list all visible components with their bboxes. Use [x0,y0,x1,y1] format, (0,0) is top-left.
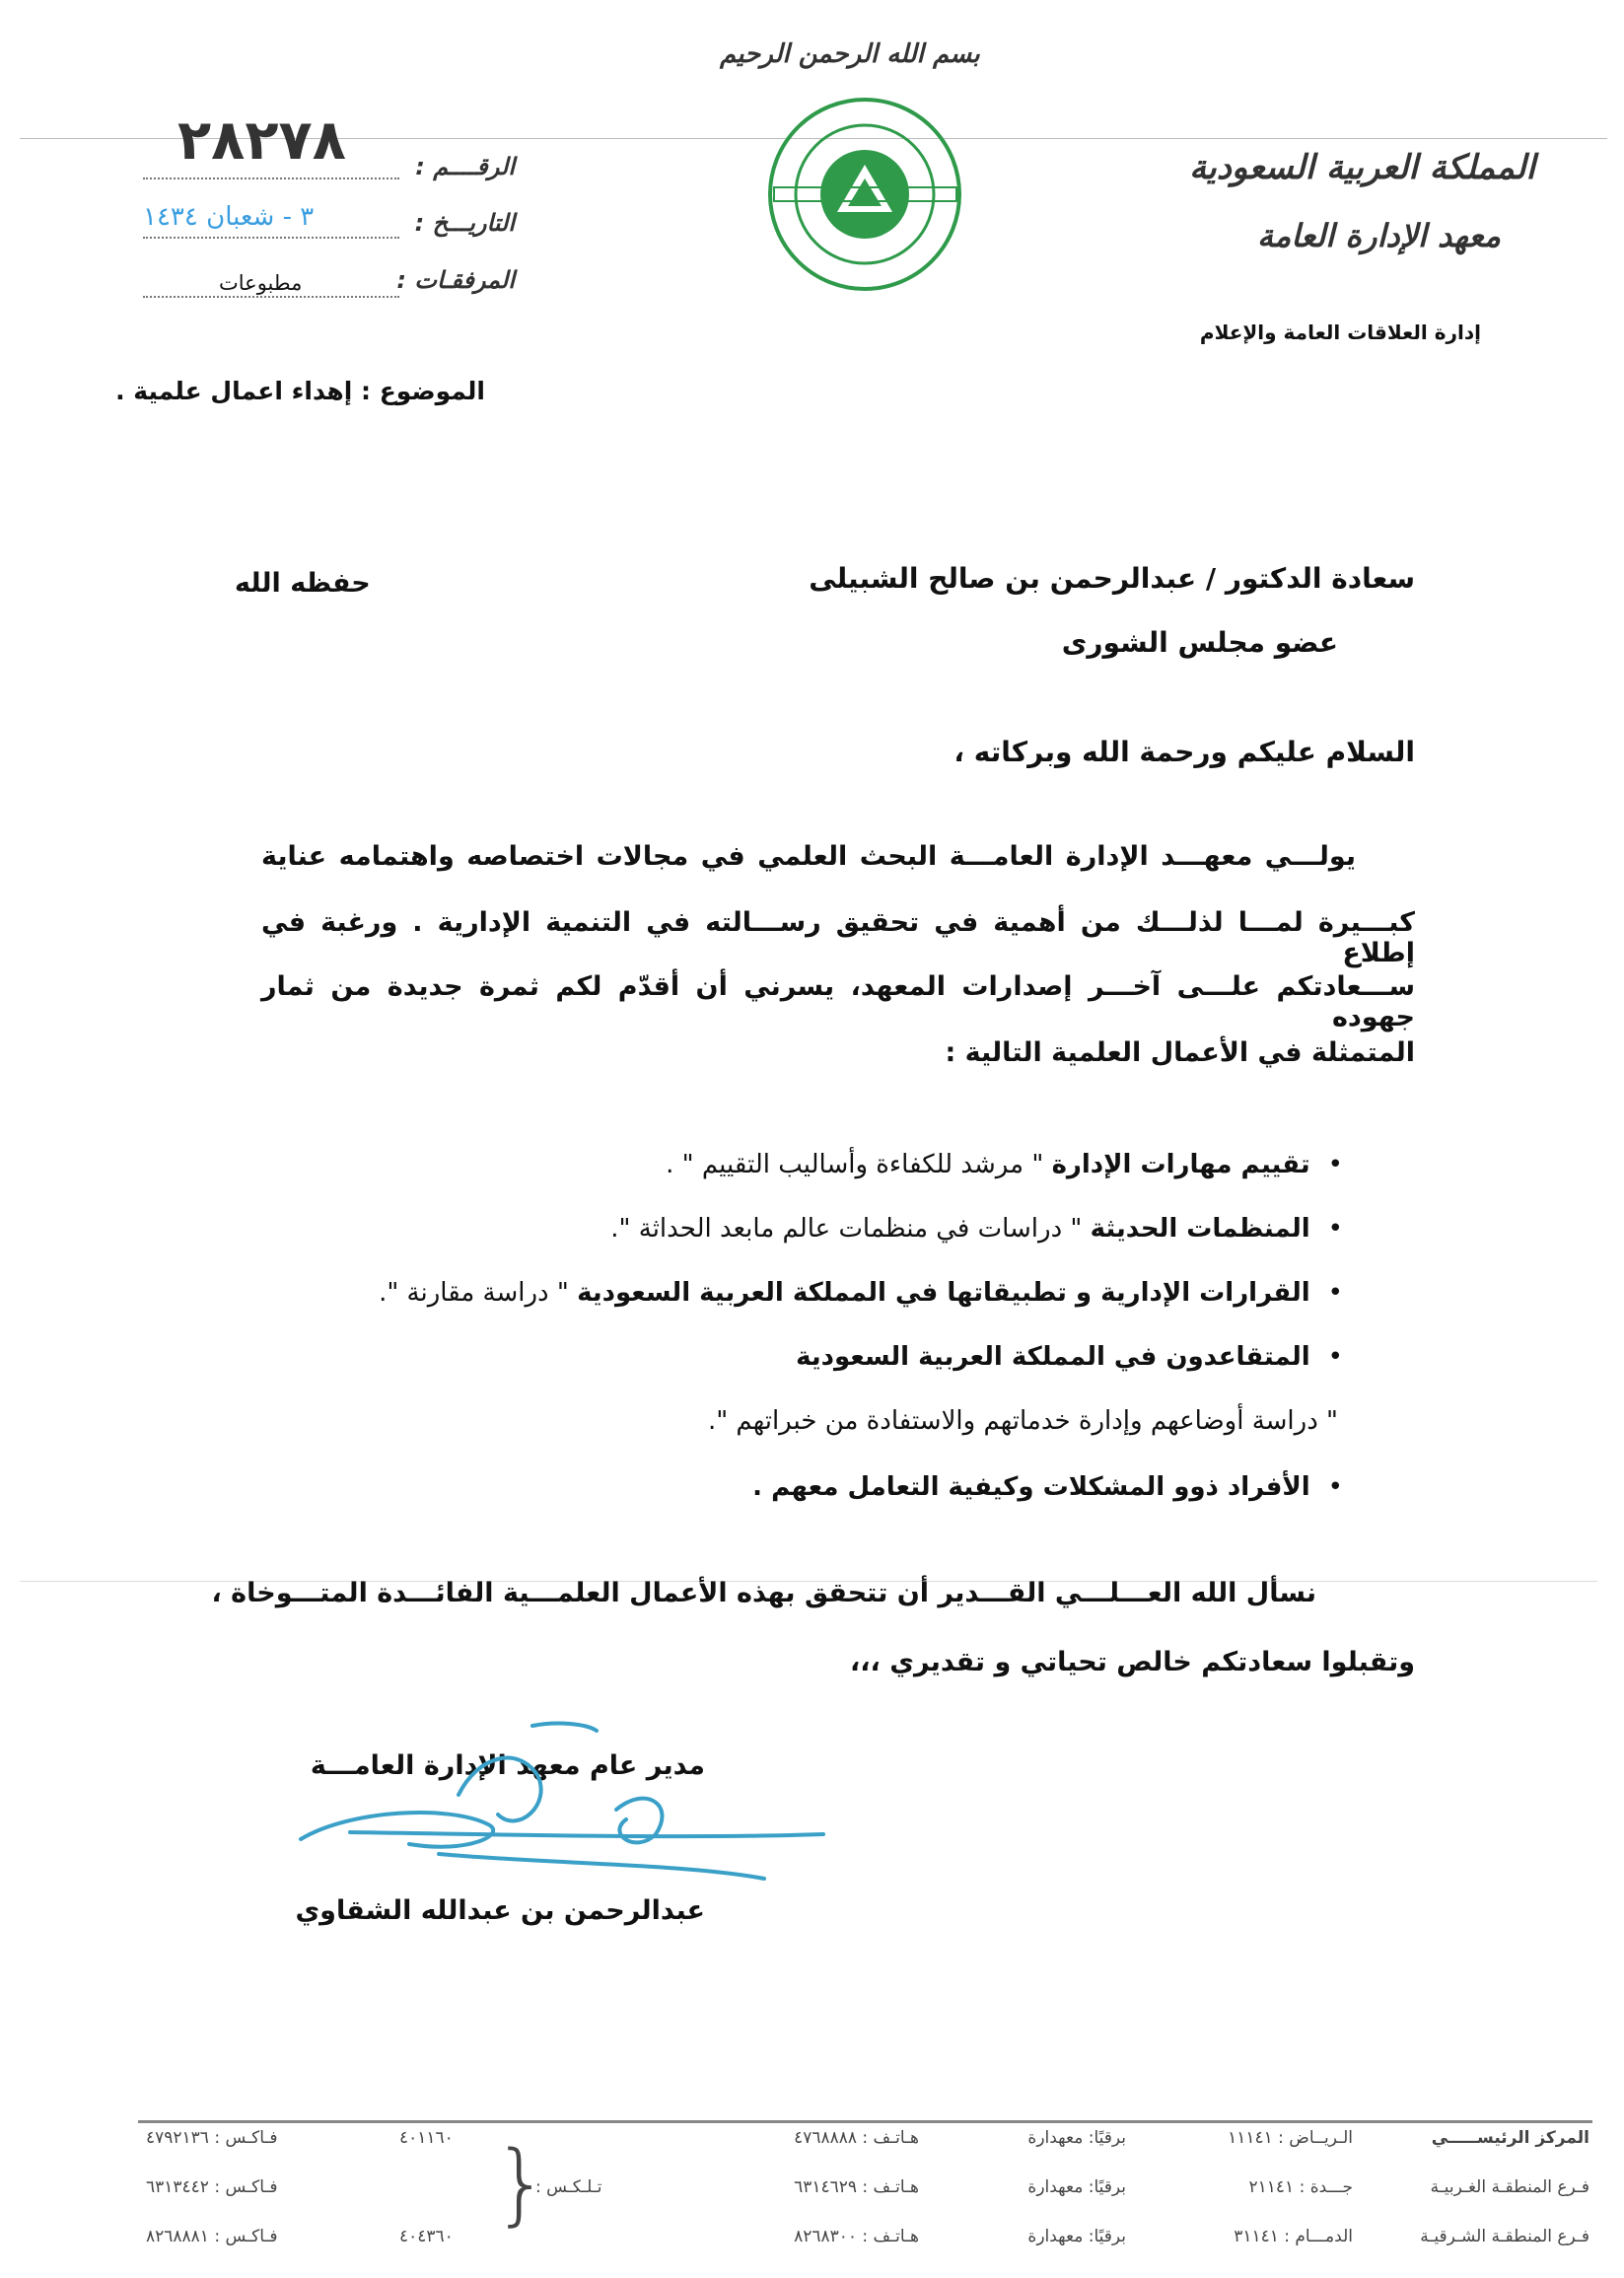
footer-cable: برقيًا: معهدارة [1027,2177,1126,2197]
paragraph-line: المتمثلة في الأعمال العلمية التالية : [945,1037,1415,1068]
work-title: المتقاعدون في المملكة العربية السعودية [796,1342,1310,1372]
footer-branch: المركز الرئيســـــي [1431,2128,1589,2148]
date-dotted-line [143,237,399,239]
work-item [666,1150,1343,1179]
paragraph-line: كبـــيرة لمـــا لذلـــك من أهمية في تحقيق رســـالته في التنمية الإدارية . ورغبة في إطلاع [261,907,1415,968]
work-title: الأفراد ذوو المشكلات وكيفية التعامل معهم . [752,1472,1310,1502]
footer-cable: برقيًا: معهدارة [1027,2227,1126,2246]
signatory-title: مدير عام معهد الإدارة العامـــة [310,1750,705,1781]
footer-cable: برقيًا: معهدارة [1027,2128,1126,2148]
attachments-value: مطبوعات [219,271,303,295]
footer-fax: فـاكـس : ٨٢٦٨٨٨١ [146,2227,278,2246]
work-title: المنظمات الحديثة [1090,1214,1310,1244]
work-item [796,1342,1343,1372]
recipient-honorific: حفظه الله [235,568,371,599]
institute-logo [764,94,966,296]
reference-number: ٢٨٢٧٨ [177,108,346,173]
footer-branch: فـرع المنطقـة الغـربيـة [1430,2177,1589,2197]
recipient-line2: عضو مجلس الشورى [1061,626,1338,659]
number-dotted-line [143,178,399,179]
attachments-label: المرفقـات : [396,266,515,294]
footer-phone: هـاتـف : ٦٣١٤٦٢٩ [794,2177,919,2197]
signatory-name: عبدالرحمن بن عبدالله الشقاوي [295,1895,705,1926]
recipient-line1: سعادة الدكتور / عبدالرحمن بن صالح الشبيلى [809,562,1415,595]
footer-branch: فـرع المنطقـة الشـرقيـة [1420,2227,1589,2246]
work-description: " دراسات في منظمات عالم مابعد الحداثة ". [610,1214,1091,1244]
closing-line: وتقبلوا سعادتكم خالص تحياتي و تقديري ،،، [850,1647,1415,1677]
paragraph-line: يولـــي معهـــد الإدارة العامـــة البحث العلمي في مجالات اختصاصه واهتمامه عناية [261,841,1356,872]
work-item [379,1278,1343,1308]
country-name: المملكة العربية السعودية [1189,148,1535,187]
footer-city: جـــدة : ٢١١٤١ [1248,2177,1353,2197]
subject: الموضوع : إهداء اعمال علمية . [115,377,485,405]
footer-city: الدمـــام : ٣١١٤١ [1234,2227,1353,2246]
work-subline: " دراسة أوضاعهم وإدارة خدماتهم والاستفادة من خبراتهم ". [707,1406,1338,1436]
paragraph-line: ســـعادتكم علـــى آخـــر إصدارات المعهد، يسرني أن أقدّم لكم ثمرة جديدة من ثمار جهوده [261,971,1415,1032]
attachments-dotted-line [143,296,399,298]
number-label: الرقــــم : [415,153,515,180]
footer-rule [138,2120,1592,2123]
date-value: ٣ - شعبان ١٤٣٤ [143,202,315,232]
work-title: تقييم مهارات الإدارة [1051,1150,1310,1179]
work-title: القرارات الإدارية و تطبيقاتها في المملكة العربية السعودية [577,1278,1310,1308]
work-item [752,1472,1343,1502]
closing-line: نسأل الله العـــلـــي القـــدير أن تتحقق بهذه الأعمال العلمـــية الفائـــدة المتـــوخاة ، [211,1578,1316,1608]
telex-brace: } [493,2132,550,2236]
work-description: " مرشد للكفاءة وأساليب التقييم " . [666,1150,1052,1179]
footer-telex: ٤٠١١٦٠ [399,2128,454,2148]
department-name: إدارة العلاقات العامة والإعلام [1199,320,1481,344]
greeting: السلام عليكم ورحمة الله وبركاته ، [953,736,1415,768]
work-item [610,1214,1343,1244]
footer-telex: ٤٠٤٣٦٠ [399,2227,454,2246]
footer-telex-label: تـلـكـس : [535,2177,602,2197]
date-label: التاريـــخ : [414,209,515,237]
footer-phone: هـاتـف : ٨٢٦٨٣٠٠ [794,2227,919,2246]
basmala: بسم الله الرحمن الرحيم [720,39,980,69]
work-description: " دراسة مقارنة ". [379,1278,578,1308]
footer-city: الـريــاض : ١١١٤١ [1228,2128,1353,2148]
footer-phone: هـاتـف : ٤٧٦٨٨٨٨ [794,2128,919,2148]
handwritten-signature [291,1716,828,1884]
institute-name: معهد الإدارة العامة [1256,217,1501,254]
footer-fax: فـاكـس : ٤٧٩٢١٣٦ [146,2128,278,2148]
footer-fax: فـاكـس : ٦٣١٣٤٤٢ [146,2177,278,2197]
